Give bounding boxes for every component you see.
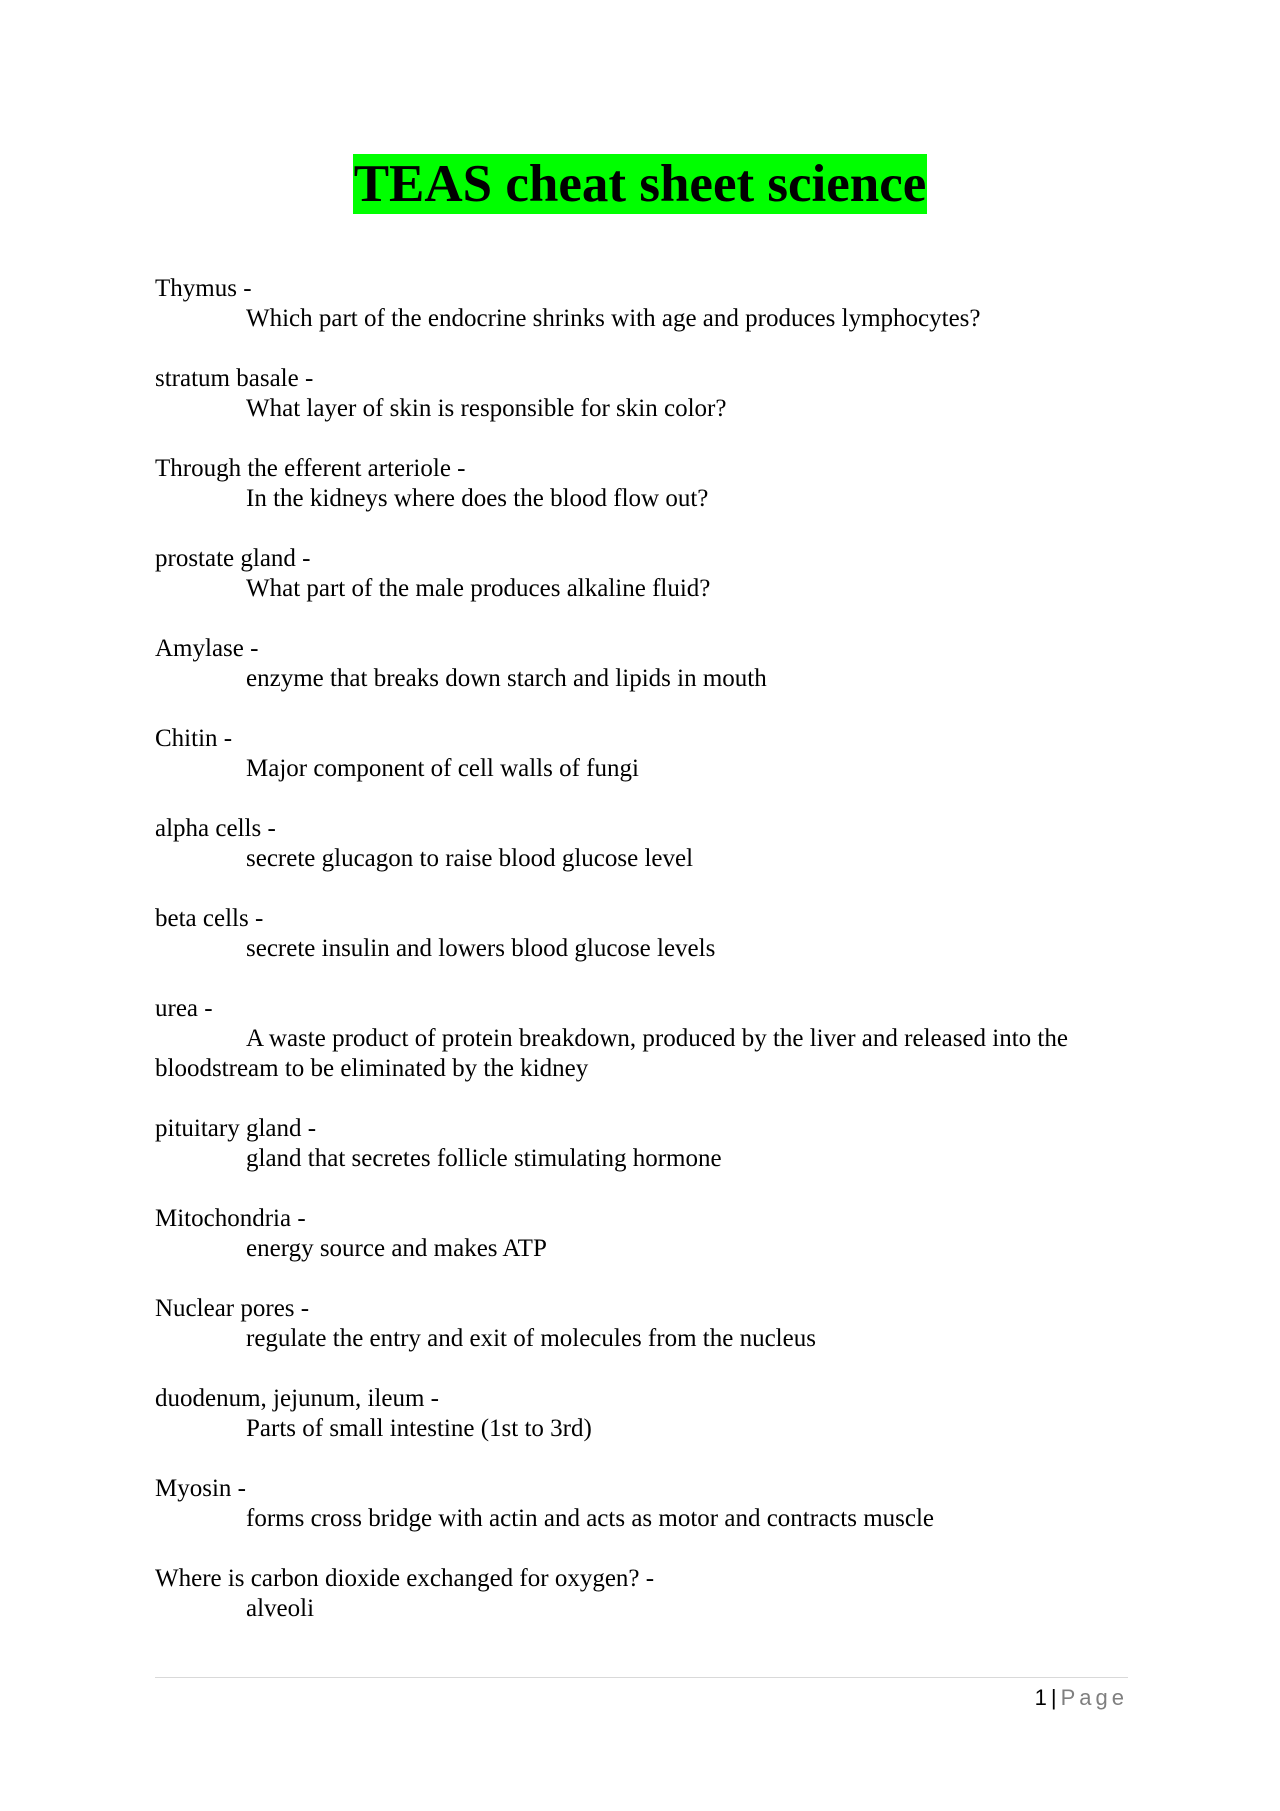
entry-term: pituitary gland - bbox=[155, 1115, 317, 1142]
list-item bbox=[155, 1114, 1105, 1174]
entry-term: Amylase - bbox=[155, 635, 259, 662]
list-item bbox=[155, 1474, 1105, 1534]
entry-definition: Parts of small intestine (1st to 3rd) bbox=[246, 1415, 592, 1442]
list-item bbox=[155, 1564, 1105, 1624]
entry-term: duodenum, jejunum, ileum - bbox=[155, 1385, 439, 1412]
list-item bbox=[155, 904, 1105, 964]
entry-term: Thymus - bbox=[155, 275, 252, 302]
entry-definition: What layer of skin is responsible for skin color? bbox=[246, 395, 727, 422]
entry-definition: enzyme that breaks down starch and lipids in mouth bbox=[246, 665, 767, 692]
list-item bbox=[155, 544, 1105, 604]
entry-term: Through the efferent arteriole - bbox=[155, 455, 466, 482]
list-item bbox=[155, 1294, 1105, 1354]
list-item bbox=[155, 1204, 1105, 1264]
list-item bbox=[155, 1384, 1105, 1444]
list-item bbox=[155, 994, 1105, 1084]
entry-term: prostate gland - bbox=[155, 545, 311, 572]
footer-separator: | bbox=[1050, 1685, 1057, 1710]
footer-divider bbox=[155, 1677, 1128, 1678]
list-item bbox=[155, 724, 1105, 784]
entry-definition: regulate the entry and exit of molecules from the nucleus bbox=[246, 1325, 816, 1352]
entry-definition: What part of the male produces alkaline fluid? bbox=[246, 575, 711, 602]
entry-definition: gland that secretes follicle stimulating hormone bbox=[246, 1145, 722, 1172]
entry-definition: energy source and makes ATP bbox=[246, 1235, 547, 1262]
entry-definition: alveoli bbox=[246, 1595, 315, 1622]
entry-term: Where is carbon dioxide exchanged for oxygen? - bbox=[155, 1565, 655, 1592]
entry-definition: Major component of cell walls of fungi bbox=[246, 755, 639, 782]
entry-definition: In the kidneys where does the blood flow out? bbox=[246, 485, 709, 512]
list-item bbox=[155, 364, 1105, 424]
entry-definition: Which part of the endocrine shrinks with age and produces lymphocytes? bbox=[246, 305, 981, 332]
entry-definition: secrete glucagon to raise blood glucose level bbox=[246, 845, 694, 872]
entry-term: stratum basale - bbox=[155, 365, 314, 392]
list-item bbox=[155, 634, 1105, 694]
entry-term: urea - bbox=[155, 995, 213, 1022]
entry-term: alpha cells - bbox=[155, 815, 276, 842]
title-container bbox=[0, 154, 1280, 214]
entry-definition: secrete insulin and lowers blood glucose levels bbox=[246, 935, 716, 962]
page-label: Page bbox=[1060, 1685, 1128, 1710]
entry-term: Myosin - bbox=[155, 1475, 246, 1502]
list-item bbox=[155, 814, 1105, 874]
entry-definition: forms cross bridge with actin and acts as motor and contracts muscle bbox=[246, 1505, 935, 1532]
list-item bbox=[155, 274, 1105, 334]
entry-definition: A waste product of protein breakdown, produced by the liver and released into the bloodstream to be eliminated by the kidney bbox=[155, 1025, 1075, 1082]
page-number: 1 bbox=[1034, 1685, 1047, 1710]
entry-term: Chitin - bbox=[155, 725, 233, 752]
page-footer bbox=[1035, 1683, 1128, 1713]
entry-term: Mitochondria - bbox=[155, 1205, 306, 1232]
entry-term: beta cells - bbox=[155, 905, 264, 932]
list-item bbox=[155, 454, 1105, 514]
entry-list bbox=[155, 274, 1105, 1654]
document-title: TEAS cheat sheet science bbox=[353, 155, 927, 213]
entry-term: Nuclear pores - bbox=[155, 1295, 310, 1322]
